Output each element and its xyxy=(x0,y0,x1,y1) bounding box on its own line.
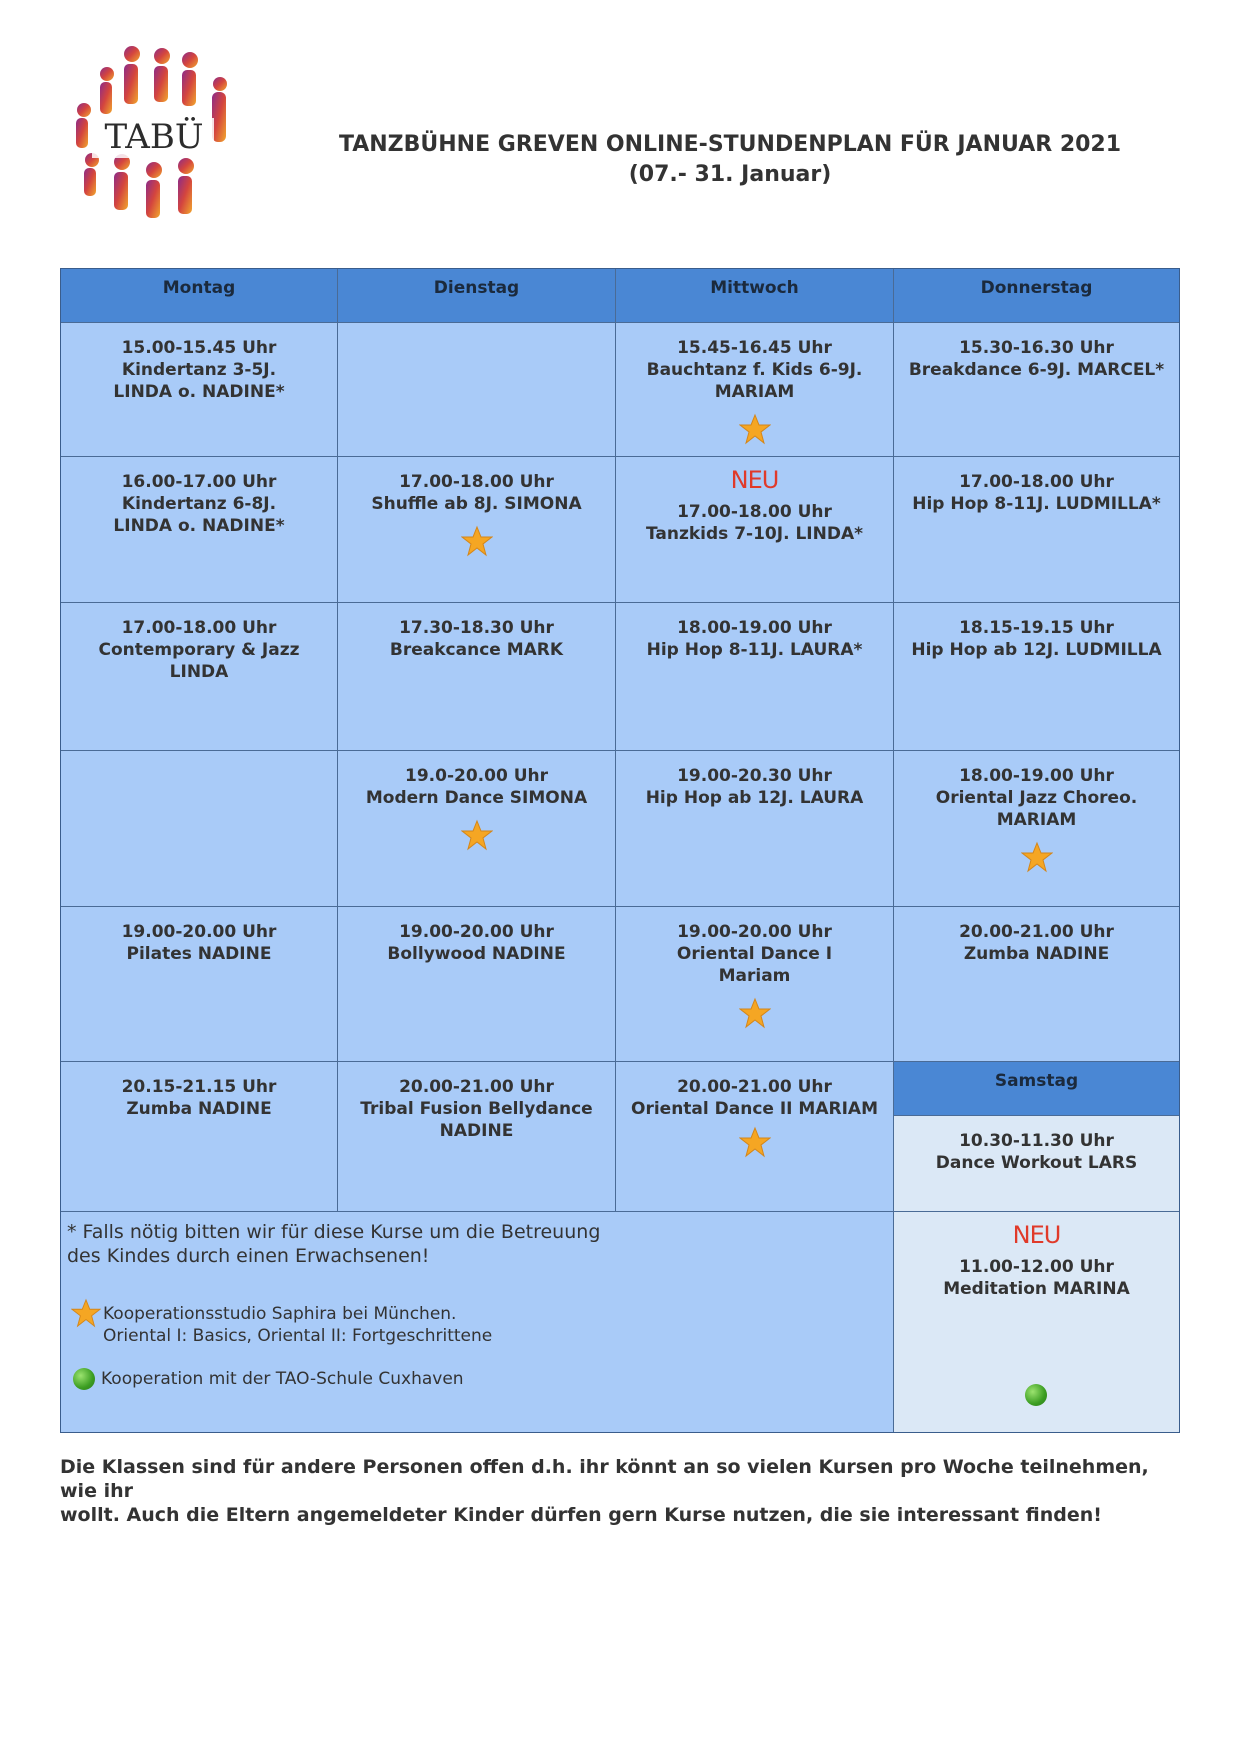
class-cell: 15.00-15.45 Uhr Kindertanz 3-5J. LINDA o. NADINE* xyxy=(61,323,338,457)
class-cell: 20.00-21.00 Uhr Zumba NADINE xyxy=(894,907,1179,1062)
day-header-dienstag: Dienstag xyxy=(338,269,616,323)
class-cell: 19.00-20.30 Uhr Hip Hop ab 12J. LAURA xyxy=(616,751,894,907)
asterisk-note-line-2: des Kindes durch einen Erwachsenen! xyxy=(67,1245,430,1267)
class-cell: 17.00-18.00 Uhr Contemporary & Jazz LINDA xyxy=(61,603,338,751)
star-note-line-2: Oriental I: Basics, Oriental II: Fortgeschrittene xyxy=(103,1326,493,1346)
class-cell: 17.00-18.00 Uhr Hip Hop 8-11J. LUDMILLA* xyxy=(894,457,1179,603)
class-cell: 20.00-21.00 Uhr Oriental Dance II MARIAM xyxy=(616,1062,894,1212)
page-title xyxy=(300,130,1160,190)
class-cell: NEU 17.00-18.00 Uhr Tanzkids 7-10J. LINDA* xyxy=(616,457,894,603)
class-cell: 17.30-18.30 Uhr Breakcance MARK xyxy=(338,603,616,751)
star-icon xyxy=(1021,841,1053,873)
class-cell: NEU 11.00-12.00 Uhr Meditation MARINA xyxy=(894,1212,1179,1432)
class-cell: 19.00-20.00 Uhr Bollywood NADINE xyxy=(338,907,616,1062)
title-line-2: (07.- 31. Januar) xyxy=(628,162,832,187)
class-cell: 17.00-18.00 Uhr Shuffle ab 8J. SIMONA xyxy=(338,457,616,603)
class-cell: 10.30-11.30 Uhr Dance Workout LARS xyxy=(894,1116,1179,1212)
timetable xyxy=(60,268,1180,1433)
footer-line-2: wollt. Auch die Eltern angemeldeter Kinder dürfen gern Kurse nutzen, die sie interessant finden! xyxy=(60,1504,1102,1526)
star-icon xyxy=(739,997,771,1029)
star-note-line-1: Kooperationsstudio Saphira bei München. xyxy=(103,1304,457,1324)
class-cell: 19.00-20.00 Uhr Oriental Dance I Mariam xyxy=(616,907,894,1062)
class-cell: 16.00-17.00 Uhr Kindertanz 6-8J. LINDA o. NADINE* xyxy=(61,457,338,603)
day-header-montag: Montag xyxy=(61,269,338,323)
class-cell: 20.00-21.00 Uhr Tribal Fusion Bellydance NADINE xyxy=(338,1062,616,1212)
day-header-samstag: Samstag xyxy=(894,1062,1179,1116)
class-cell: 20.15-21.15 Uhr Zumba NADINE xyxy=(61,1062,338,1212)
star-icon xyxy=(461,525,493,557)
day-header-mittwoch: Mittwoch xyxy=(616,269,894,323)
green-dot-icon xyxy=(1025,1384,1047,1406)
class-cell: 18.00-19.00 Uhr Oriental Jazz Choreo. MARIAM xyxy=(894,751,1179,907)
green-dot-icon xyxy=(73,1368,95,1390)
star-icon xyxy=(71,1298,101,1328)
empty-cell xyxy=(338,323,616,457)
class-cell: 19.00-20.00 Uhr Pilates NADINE xyxy=(61,907,338,1062)
class-cell: 15.45-16.45 Uhr Bauchtanz f. Kids 6-9J. MARIAM xyxy=(616,323,894,457)
logo-text: TABÜ xyxy=(104,117,204,157)
class-cell: 18.00-19.00 Uhr Hip Hop 8-11J. LAURA* xyxy=(616,603,894,751)
neu-badge: NEU xyxy=(1012,1221,1061,1249)
footer-text xyxy=(60,1455,1180,1527)
dot-note-line: Kooperation mit der TAO-Schule Cuxhaven xyxy=(101,1369,464,1389)
footer-line-1: Die Klassen sind für andere Personen offen d.h. ihr könnt an so vielen Kursen pro Woche teilnehmen, wie ihr xyxy=(60,1456,1149,1502)
title-line-1: TANZBÜHNE GREVEN ONLINE-STUNDENPLAN FÜR JANUAR 2021 xyxy=(338,132,1122,157)
star-icon xyxy=(461,819,493,851)
star-icon xyxy=(739,1126,771,1158)
notes-panel xyxy=(61,1212,894,1432)
neu-badge: NEU xyxy=(730,466,779,494)
empty-cell xyxy=(61,751,338,907)
asterisk-note-line-1: * Falls nötig bitten wir für diese Kurse um die Betreuung xyxy=(67,1221,601,1243)
class-cell: 19.0-20.00 Uhr Modern Dance SIMONA xyxy=(338,751,616,907)
day-header-donnerstag: Donnerstag xyxy=(894,269,1179,323)
star-icon xyxy=(739,413,771,445)
class-cell: 15.30-16.30 Uhr Breakdance 6-9J. MARCEL* xyxy=(894,323,1179,457)
class-cell: 18.15-19.15 Uhr Hip Hop ab 12J. LUDMILLA xyxy=(894,603,1179,751)
tabu-logo xyxy=(62,44,252,224)
